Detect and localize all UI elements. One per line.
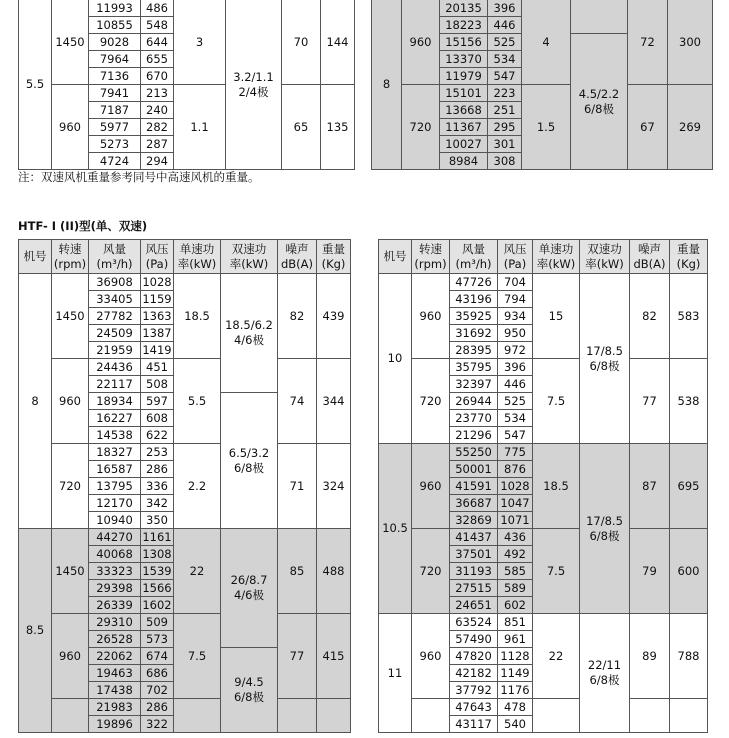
air-volume: 9028 [89, 34, 141, 51]
air-pressure: 287 [141, 136, 174, 153]
machine-no: 5.5 [19, 0, 52, 170]
air-volume: 37501 [450, 546, 498, 563]
air-volume: 24509 [89, 325, 141, 342]
air-volume: 57490 [450, 631, 498, 648]
air-volume: 37792 [450, 682, 498, 699]
air-volume: 19463 [89, 665, 141, 682]
header-weight: 重量 (Kg) [317, 240, 351, 274]
air-volume: 22117 [89, 376, 141, 393]
air-pressure: 308 [488, 153, 522, 170]
header-air-pressure: 风压 (Pa) [141, 240, 174, 274]
top-left-table [18, 0, 355, 170]
air-volume: 33405 [89, 291, 141, 308]
air-pressure: 622 [141, 427, 174, 444]
air-pressure: 396 [488, 0, 522, 17]
air-volume: 27515 [450, 580, 498, 597]
air-pressure: 451 [141, 359, 174, 376]
dual-power: 6.5/3.2 6/8极 [221, 393, 278, 529]
air-volume: 11979 [440, 68, 488, 85]
dual-power: 9/4.5 6/8极 [221, 648, 278, 733]
air-volume: 4724 [89, 153, 141, 170]
air-pressure: 213 [141, 85, 174, 102]
air-volume: 13370 [440, 51, 488, 68]
air-pressure: 492 [498, 546, 533, 563]
air-pressure: 253 [141, 444, 174, 461]
header-air-volume: 风量 (m³/h) [89, 240, 141, 274]
single-power: 1.5 [522, 85, 571, 170]
noise [278, 699, 317, 733]
air-volume: 10027 [440, 136, 488, 153]
air-pressure: 509 [141, 614, 174, 631]
air-volume: 43117 [450, 716, 498, 733]
single-power: 1.1 [174, 85, 226, 170]
air-volume: 19896 [89, 716, 141, 733]
air-pressure: 547 [488, 68, 522, 85]
air-pressure: 1128 [498, 648, 533, 665]
air-volume: 47820 [450, 648, 498, 665]
right-table-wrapper [378, 239, 708, 733]
air-pressure: 597 [141, 393, 174, 410]
dual-power: 4.5/2.2 6/8极 [571, 34, 628, 170]
single-power [533, 699, 580, 733]
air-volume: 13668 [440, 102, 488, 119]
air-volume: 24651 [450, 597, 498, 614]
air-pressure: 1149 [498, 665, 533, 682]
speed: 720 [52, 444, 89, 529]
machine-no: 11 [379, 614, 412, 733]
air-pressure: 644 [141, 34, 174, 51]
air-volume: 36687 [450, 495, 498, 512]
air-volume: 16227 [89, 410, 141, 427]
weight: 538 [670, 359, 708, 444]
air-pressure: 1387 [142, 326, 172, 340]
machine-no: 8 [19, 274, 52, 529]
air-pressure: 478 [498, 699, 533, 716]
weight: 788 [670, 614, 708, 699]
air-volume: 7941 [89, 85, 141, 102]
machine-no: 8 [372, 0, 402, 170]
air-pressure: 548 [141, 17, 174, 34]
weight: 488 [317, 529, 351, 614]
air-pressure: 336 [141, 478, 174, 495]
air-pressure: 486 [141, 0, 174, 17]
speed: 960 [52, 85, 89, 170]
air-pressure: 1159 [142, 292, 172, 306]
noise: 77 [278, 614, 317, 699]
header-speed: 转速 (rpm) [52, 240, 89, 274]
air-volume: 17438 [89, 682, 141, 699]
air-volume: 35925 [450, 308, 498, 325]
single-power: 18.5 [533, 444, 580, 529]
air-volume: 20135 [440, 0, 488, 17]
single-power: 7.5 [533, 359, 580, 444]
air-pressure: 436 [498, 529, 533, 546]
header-speed: 转速 (rpm) [412, 240, 450, 274]
air-pressure: 585 [498, 563, 533, 580]
air-pressure: 589 [498, 580, 533, 597]
single-power: 22 [174, 529, 221, 614]
air-pressure: 322 [141, 716, 174, 733]
air-volume: 35795 [450, 359, 498, 376]
single-power: 5.5 [174, 359, 221, 444]
air-pressure: 876 [498, 461, 533, 478]
noise: 70 [282, 0, 321, 85]
speed [52, 699, 89, 733]
air-volume: 8984 [440, 153, 488, 170]
weight: 583 [670, 274, 708, 359]
air-pressure: 573 [141, 631, 174, 648]
air-pressure: 794 [498, 291, 533, 308]
air-volume: 43196 [450, 291, 498, 308]
noise: 67 [628, 85, 668, 170]
air-volume: 10855 [89, 17, 141, 34]
speed [412, 699, 450, 733]
air-pressure: 1602 [142, 598, 172, 612]
air-volume: 26339 [89, 597, 141, 614]
air-volume: 32869 [450, 512, 498, 529]
air-pressure: 446 [488, 17, 522, 34]
air-volume: 47726 [450, 274, 498, 291]
single-power [174, 699, 221, 733]
air-volume: 55250 [450, 444, 498, 461]
air-pressure: 674 [141, 648, 174, 665]
header-dual-power: 双速功 率(kW) [221, 240, 278, 274]
right-spec-table [378, 239, 708, 733]
air-pressure: 1176 [498, 682, 533, 699]
noise: 77 [630, 359, 670, 444]
air-pressure: 286 [141, 461, 174, 478]
air-pressure: 1028 [142, 275, 172, 289]
air-volume: 14538 [89, 427, 141, 444]
air-volume: 31692 [450, 325, 498, 342]
speed: 720 [412, 359, 450, 444]
air-pressure: 851 [498, 614, 533, 631]
single-power: 15 [533, 274, 580, 359]
machine-no: 8.5 [19, 529, 52, 733]
dual-power-upper [571, 0, 628, 34]
air-volume: 21959 [89, 342, 141, 359]
air-volume: 21296 [450, 427, 498, 444]
dual-power: 22/11 6/8极 [580, 614, 630, 733]
air-pressure: 1071 [498, 512, 533, 529]
speed: 960 [52, 359, 89, 444]
air-volume: 7964 [89, 51, 141, 68]
footnote: 注：双速风机重量参考同号中高速风机的重量。 [18, 170, 260, 184]
air-volume: 41591 [450, 478, 498, 495]
noise: 85 [278, 529, 317, 614]
air-pressure: 1161 [142, 530, 172, 544]
air-pressure: 223 [488, 85, 522, 102]
air-pressure: 342 [141, 495, 174, 512]
air-volume: 41437 [450, 529, 498, 546]
noise: 82 [278, 274, 317, 359]
noise: 72 [628, 0, 668, 85]
air-pressure: 251 [488, 102, 522, 119]
air-volume: 24436 [89, 359, 141, 376]
header-weight: 重量 (Kg) [670, 240, 708, 274]
single-power: 7.5 [533, 529, 580, 614]
section-heading: HTF- I (II)型(单、双速) [18, 219, 148, 233]
air-pressure: 1539 [142, 564, 172, 578]
air-volume: 18934 [89, 393, 141, 410]
dual-power: 26/8.7 4/6极 [221, 529, 278, 648]
top-right-table [371, 0, 713, 170]
noise: 87 [630, 444, 670, 529]
air-volume: 21983 [89, 699, 141, 716]
air-pressure: 1308 [142, 547, 172, 561]
header-machine-no: 机号 [19, 240, 52, 274]
weight: 144 [321, 0, 355, 85]
air-pressure: 240 [141, 102, 174, 119]
speed: 720 [412, 529, 450, 614]
left-table-wrapper [18, 239, 351, 733]
air-volume: 29398 [89, 580, 141, 597]
air-pressure: 670 [141, 68, 174, 85]
weight [317, 699, 351, 733]
air-pressure: 508 [141, 376, 174, 393]
speed: 960 [412, 274, 450, 359]
header-noise: 噪声 dB(A) [630, 240, 670, 274]
air-volume: 23770 [450, 410, 498, 427]
air-volume: 7187 [89, 102, 141, 119]
air-pressure: 655 [141, 51, 174, 68]
noise: 82 [630, 274, 670, 359]
air-volume: 63524 [450, 614, 498, 631]
air-volume: 27782 [89, 308, 141, 325]
air-pressure: 702 [141, 682, 174, 699]
air-volume: 15101 [440, 85, 488, 102]
air-volume: 11367 [440, 119, 488, 136]
air-volume: 18223 [440, 17, 488, 34]
air-volume: 11993 [89, 0, 141, 17]
noise: 71 [278, 444, 317, 529]
air-volume: 50001 [450, 461, 498, 478]
weight: 415 [317, 614, 351, 699]
speed: 960 [412, 614, 450, 699]
air-pressure: 686 [141, 665, 174, 682]
air-volume: 16587 [89, 461, 141, 478]
air-volume: 7136 [89, 68, 141, 85]
air-volume: 15156 [440, 34, 488, 51]
air-pressure: 704 [498, 274, 533, 291]
air-volume: 42182 [450, 665, 498, 682]
noise: 79 [630, 529, 670, 614]
weight [670, 699, 708, 733]
header-machine-no: 机号 [379, 240, 412, 274]
weight: 300 [668, 0, 713, 85]
air-volume: 29310 [89, 614, 141, 631]
air-volume: 47643 [450, 699, 498, 716]
air-pressure: 301 [488, 136, 522, 153]
air-volume: 22062 [89, 648, 141, 665]
air-pressure: 961 [498, 631, 533, 648]
air-pressure: 282 [141, 119, 174, 136]
noise: 89 [630, 614, 670, 699]
single-power: 18.5 [174, 274, 221, 359]
air-volume: 12170 [89, 495, 141, 512]
speed: 960 [52, 614, 89, 699]
weight: 439 [317, 274, 351, 359]
weight: 135 [321, 85, 355, 170]
air-pressure: 294 [141, 153, 174, 170]
speed: 960 [402, 0, 440, 85]
speed: 1450 [52, 0, 89, 85]
single-power: 3 [174, 0, 226, 85]
air-pressure: 534 [488, 51, 522, 68]
air-pressure: 1028 [498, 478, 533, 495]
weight: 344 [317, 359, 351, 444]
air-pressure: 525 [488, 34, 522, 51]
machine-no: 10.5 [379, 444, 412, 614]
air-pressure: 286 [141, 699, 174, 716]
air-pressure: 396 [498, 359, 533, 376]
air-pressure: 934 [498, 308, 533, 325]
air-volume: 26944 [450, 393, 498, 410]
air-volume: 32397 [450, 376, 498, 393]
air-volume: 33323 [89, 563, 141, 580]
air-pressure: 295 [488, 119, 522, 136]
weight: 600 [670, 529, 708, 614]
header-noise: 噪声 dB(A) [278, 240, 317, 274]
air-pressure: 1566 [142, 581, 172, 595]
single-power: 7.5 [174, 614, 221, 699]
speed: 960 [412, 444, 450, 529]
dual-power: 18.5/6.2 4/6极 [221, 274, 278, 393]
header-dual-power: 双速功 率(kW) [580, 240, 630, 274]
left-spec-table [18, 239, 351, 733]
header-air-volume: 风量 (m³/h) [450, 240, 498, 274]
air-volume: 28395 [450, 342, 498, 359]
weight: 695 [670, 444, 708, 529]
speed: 1450 [52, 274, 89, 359]
air-pressure: 602 [498, 597, 533, 614]
air-pressure: 608 [141, 410, 174, 427]
air-volume: 31193 [450, 563, 498, 580]
single-power: 2.2 [174, 444, 221, 529]
air-volume: 10940 [89, 512, 141, 529]
air-volume: 13795 [89, 478, 141, 495]
noise [630, 699, 670, 733]
header-air-pressure: 风压 (Pa) [498, 240, 533, 274]
air-pressure: 1363 [142, 309, 172, 323]
speed: 720 [402, 85, 440, 170]
air-volume: 26528 [89, 631, 141, 648]
noise: 74 [278, 359, 317, 444]
air-volume: 5977 [89, 119, 141, 136]
weight: 324 [317, 444, 351, 529]
air-volume: 18327 [89, 444, 141, 461]
air-pressure: 972 [498, 342, 533, 359]
air-volume: 36908 [89, 274, 141, 291]
air-pressure: 350 [141, 512, 174, 529]
air-pressure: 534 [498, 410, 533, 427]
air-volume: 40068 [89, 546, 141, 563]
air-pressure: 775 [498, 444, 533, 461]
machine-no: 10 [379, 274, 412, 444]
header-single-power: 单速功 率(kW) [533, 240, 580, 274]
air-pressure: 525 [498, 393, 533, 410]
air-volume: 44270 [89, 529, 141, 546]
dual-power: 17/8.5 6/8极 [580, 444, 630, 614]
weight: 269 [668, 85, 713, 170]
air-volume: 5273 [89, 136, 141, 153]
dual-power: 17/8.5 6/8极 [580, 274, 630, 444]
air-pressure: 547 [498, 427, 533, 444]
noise: 65 [282, 85, 321, 170]
air-pressure: 1419 [142, 343, 172, 357]
dual-power: 3.2/1.1 2/4极 [226, 0, 282, 170]
top-left-table-fragment [18, 0, 355, 170]
single-power: 4 [522, 0, 571, 85]
top-right-table-fragment [371, 0, 713, 170]
single-power: 22 [533, 614, 580, 699]
air-pressure: 950 [498, 325, 533, 342]
air-pressure: 1047 [498, 495, 533, 512]
speed: 1450 [52, 529, 89, 614]
air-pressure: 446 [498, 376, 533, 393]
header-single-power: 单速功 率(kW) [174, 240, 221, 274]
air-pressure: 540 [498, 716, 533, 733]
